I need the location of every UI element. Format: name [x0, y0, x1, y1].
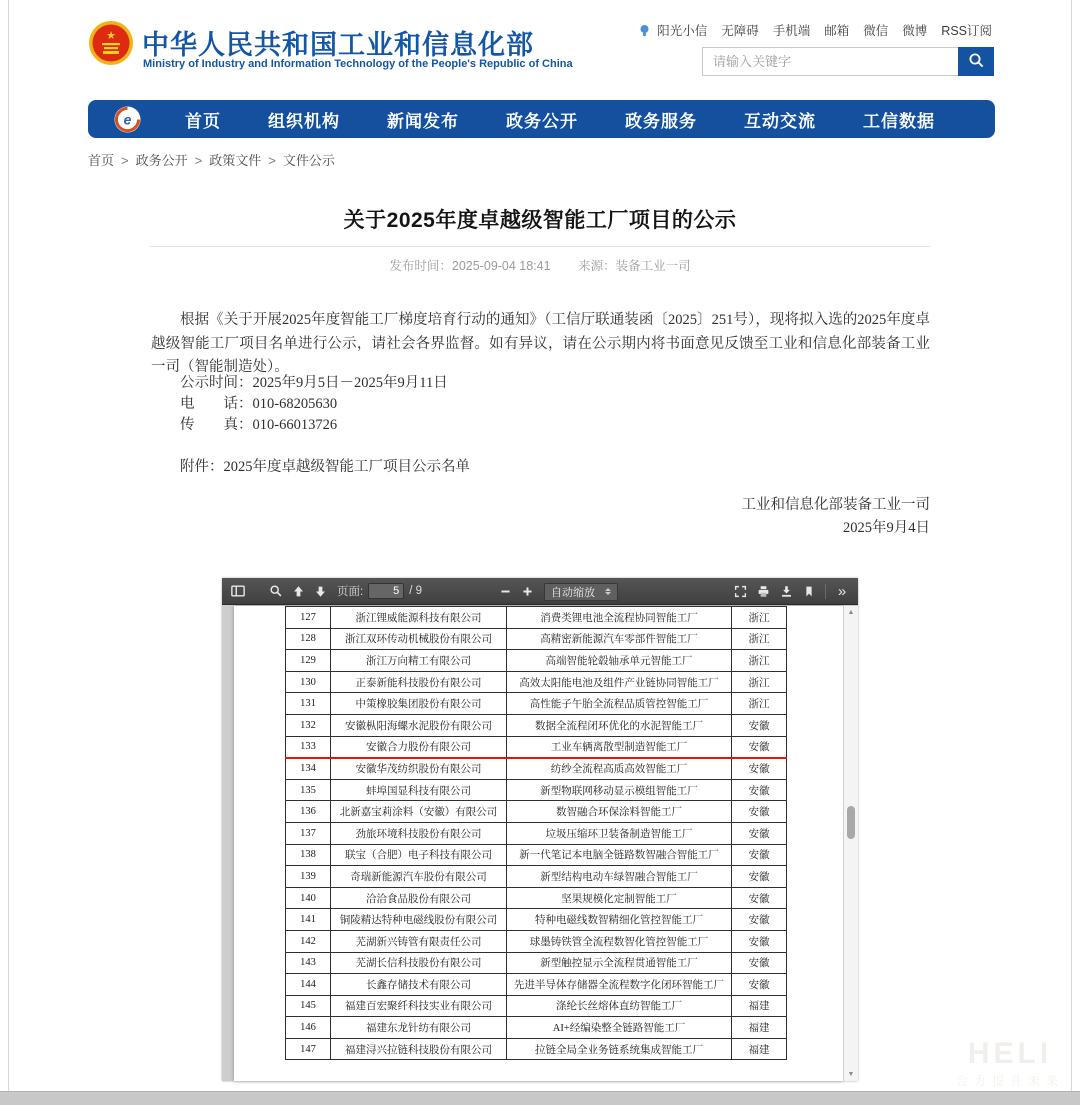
cell-province: 安徽	[732, 758, 787, 780]
zoom-mode-value: 自动缩放	[551, 586, 595, 599]
nav-item[interactable]: 政务服务	[625, 111, 697, 131]
cell-province: 安徽	[732, 887, 787, 909]
cell-project: 数智融合环保涂料智能工厂	[507, 801, 732, 823]
header-quick-link[interactable]: 手机端	[772, 24, 811, 38]
article-source: 来源：装备工业一司	[578, 259, 691, 273]
cell-company: 长鑫存储技术有限公司	[331, 974, 507, 996]
cell-company: 联宝（合肥）电子科技有限公司	[331, 844, 507, 866]
cell-project: 纺纱全流程高质高效智能工厂	[507, 758, 732, 780]
search-icon	[269, 584, 283, 598]
cell-project: 拉链全局全业务链系统集成智能工厂	[507, 1038, 732, 1060]
cell-company: 劲旅环境科技股份有限公司	[331, 822, 507, 844]
cell-index: 137	[286, 822, 331, 844]
cell-province: 安徽	[732, 779, 787, 801]
attachment-line: 附件：2025年度卓越级智能工厂项目公示名单	[180, 459, 470, 475]
next-page-button[interactable]	[309, 581, 331, 602]
page-label: 页面:	[337, 586, 364, 598]
table-row	[286, 866, 787, 888]
cell-company: 芜湖长信科技股份有限公司	[331, 952, 507, 974]
table-row	[286, 844, 787, 866]
zoom-in-icon	[521, 585, 534, 598]
info-line: 电 话：010-68205630	[180, 395, 338, 412]
pdf-viewer-body	[222, 606, 858, 1081]
cell-company: 浙江锂威能源科技有限公司	[331, 607, 507, 629]
cell-index: 146	[286, 1017, 331, 1039]
table-row	[286, 887, 787, 909]
cell-index: 143	[286, 952, 331, 974]
cell-index: 141	[286, 909, 331, 931]
pdf-page	[234, 606, 843, 1081]
cell-project: AI+经编染整全链路智能工厂	[507, 1017, 732, 1039]
signature-department: 工业和信息化部装备工业一司	[741, 497, 930, 513]
cell-province: 福建	[732, 995, 787, 1017]
cell-company: 安徽华茂纺织股份有限公司	[331, 758, 507, 780]
find-button[interactable]	[265, 581, 287, 602]
cell-index: 144	[286, 974, 331, 996]
header-quick-link[interactable]: 微博	[902, 24, 928, 38]
site-title: 中华人民共和国工业和信息化部	[142, 30, 534, 60]
table-row	[286, 671, 787, 693]
cell-index: 131	[286, 693, 331, 715]
info-line: 公示时间：2025年9月5日－2025年9月11日	[180, 375, 448, 391]
cell-index: 142	[286, 930, 331, 952]
cell-province: 安徽	[732, 909, 787, 931]
cell-index: 134	[286, 758, 331, 780]
cell-province: 浙江	[732, 628, 787, 650]
sidebar-toggle-icon	[231, 584, 245, 598]
cell-company: 福建浔兴拉链科技股份有限公司	[331, 1038, 507, 1060]
cell-company: 芜湖新兴铸管有限责任公司	[331, 930, 507, 952]
cell-index: 128	[286, 628, 331, 650]
cell-company: 浙江万向精工有限公司	[331, 650, 507, 672]
zoom-in-button[interactable]	[516, 581, 538, 602]
cell-index: 127	[286, 607, 331, 629]
table-row	[286, 693, 787, 715]
toolbar-more-button[interactable]	[831, 581, 853, 602]
cell-project: 球墨铸铁管全流程数智化管控智能工厂	[507, 930, 732, 952]
svg-text:e: e	[123, 111, 132, 127]
cell-province: 浙江	[732, 693, 787, 715]
cell-company: 中策橡胶集团股份有限公司	[331, 693, 507, 715]
cell-project: 坚果规模化定制智能工厂	[507, 887, 732, 909]
table-row	[286, 628, 787, 650]
search-input[interactable]	[702, 47, 958, 76]
zoom-mode-select[interactable]	[544, 583, 618, 601]
breadcrumb-link[interactable]: 政务公开	[135, 153, 188, 168]
previous-page-button[interactable]	[287, 581, 309, 602]
cell-project: 消费类锂电池全流程协同智能工厂	[507, 607, 732, 629]
page-up-icon	[292, 585, 305, 598]
article-title: 关于2025年度卓越级智能工厂项目的公示	[343, 209, 737, 232]
table-row	[286, 779, 787, 801]
cell-project: 先进半导体存储器全流程数字化闭环智能工厂	[507, 974, 732, 996]
cell-province: 安徽	[732, 736, 787, 758]
breadcrumb-link[interactable]: 文件公示	[282, 153, 335, 168]
cell-project: 新型结构电动车绿智融合智能工厂	[507, 866, 732, 888]
presentation-mode-icon	[734, 585, 747, 598]
cell-province: 安徽	[732, 952, 787, 974]
table-row	[286, 952, 787, 974]
site-search	[702, 47, 994, 76]
main-nav	[88, 100, 995, 138]
national-emblem-logo	[88, 20, 134, 66]
page-left-edge	[8, 0, 9, 1091]
cell-index: 147	[286, 1038, 331, 1060]
info-line: 传 真：010-66013726	[180, 416, 338, 433]
nav-item[interactable]: 互动交流	[744, 111, 816, 131]
article-info-lines	[151, 373, 930, 435]
print-button[interactable]	[752, 581, 774, 602]
cell-project: 高端智能轮毂轴承单元智能工厂	[507, 650, 732, 672]
cell-company: 铜陵精达特种电磁线股份有限公司	[331, 909, 507, 931]
cell-project: 高效太阳能电池及组件产业链协同智能工厂	[507, 671, 732, 693]
cell-index: 145	[286, 995, 331, 1017]
bottom-edge-band	[0, 1091, 1080, 1105]
cell-province: 安徽	[732, 822, 787, 844]
cell-index: 135	[286, 779, 331, 801]
download-button[interactable]	[775, 581, 797, 602]
table-row	[286, 1038, 787, 1060]
header-quick-link[interactable]: 无障碍	[721, 24, 759, 38]
zoom-out-icon	[499, 585, 512, 598]
cell-company: 福建东龙针纺有限公司	[331, 1017, 507, 1039]
cell-index: 133	[286, 736, 331, 758]
breadcrumb-link[interactable]: 首页	[88, 153, 115, 168]
cell-company: 奇瑞新能源汽车股份有限公司	[331, 866, 507, 888]
breadcrumb	[88, 150, 335, 169]
scroll-down-icon[interactable]: ▼	[847, 1071, 855, 1078]
table-row	[286, 974, 787, 996]
breadcrumb-separator: >	[194, 153, 203, 168]
svg-text:★: ★	[106, 30, 116, 42]
download-icon	[780, 585, 793, 598]
page-total: / 9	[409, 585, 422, 597]
nav-item[interactable]: 组织机构	[268, 111, 340, 131]
cell-company: 正泰新能科技股份有限公司	[331, 671, 507, 693]
pdf-scrollbar[interactable]	[843, 606, 858, 1081]
nav-item[interactable]: 政务公开	[506, 111, 578, 131]
header-quick-link[interactable]: 邮箱	[824, 24, 850, 38]
cell-province: 浙江	[732, 650, 787, 672]
site-subtitle: Ministry of Industry and Information Technology of the People's Republic of China	[143, 58, 573, 70]
table-row	[286, 801, 787, 823]
cell-province: 福建	[732, 1038, 787, 1060]
cell-province: 浙江	[732, 671, 787, 693]
cell-project: 新一代笔记本电脑全链路数智融合智能工厂	[507, 844, 732, 866]
cell-index: 139	[286, 866, 331, 888]
quick-links	[638, 21, 992, 39]
title-divider	[150, 246, 930, 247]
cell-index: 138	[286, 844, 331, 866]
toggle-sidebar-button[interactable]	[227, 581, 249, 602]
nav-item[interactable]: 新闻发布	[387, 111, 459, 131]
table-row	[286, 822, 787, 844]
table-row	[286, 714, 787, 736]
cell-project: 工业车辆离散型制造智能工厂	[507, 736, 732, 758]
page-down-icon	[314, 585, 327, 598]
cell-company: 蚌埠国显科技有限公司	[331, 779, 507, 801]
cell-index: 136	[286, 801, 331, 823]
cell-province: 福建	[732, 1017, 787, 1039]
page-right-edge	[1071, 0, 1072, 1091]
table-row	[286, 995, 787, 1017]
cell-province: 安徽	[732, 930, 787, 952]
cell-index: 140	[286, 887, 331, 909]
bookmark-icon	[803, 585, 815, 598]
cell-project: 涤纶长丝熔体直纺智能工厂	[507, 995, 732, 1017]
article-paragraph: 根据《关于开展2025年度智能工厂梯度培育行动的通知》（工信厅联通装函〔2025〕251号），现将拟入选的2025年度卓越级智能工厂项目名单进行公示，请社会各界监督。如有异议，请在公示期内将书面意见反馈至工业和信息化部装备工业一司（智能制造处）。	[151, 312, 930, 375]
cell-project: 数据全流程闭环优化的水泥智能工厂	[507, 714, 732, 736]
cell-province: 安徽	[732, 866, 787, 888]
cell-province: 安徽	[732, 714, 787, 736]
bookmark-button[interactable]	[798, 581, 820, 602]
nav-item[interactable]: 工信数据	[863, 111, 935, 131]
factory-list-table	[285, 606, 787, 1060]
table-row	[286, 909, 787, 931]
header-quick-link[interactable]: 阳光小信	[657, 24, 708, 38]
cell-province: 安徽	[732, 801, 787, 823]
cell-project: 垃圾压缩环卫装备制造智能工厂	[507, 822, 732, 844]
table-row	[286, 736, 787, 758]
publish-time: 发布时间：2025-09-04 18:41	[389, 259, 551, 273]
presentation-mode-button[interactable]	[729, 581, 751, 602]
chevron-updown-icon	[605, 588, 611, 595]
search-icon	[968, 52, 985, 72]
toolbar-divider	[825, 584, 826, 599]
cell-index: 129	[286, 650, 331, 672]
signature-block	[151, 494, 930, 539]
cell-project: 特种电磁线数智精细化管控智能工厂	[507, 909, 732, 931]
cell-project: 高精密新能源汽车零部件智能工厂	[507, 628, 732, 650]
watermark-slogan: 合力提升未来	[955, 1074, 1064, 1088]
heli-watermark	[956, 1037, 1064, 1089]
cell-company: 安徽枞阳海螺水泥股份有限公司	[331, 714, 507, 736]
table-row	[286, 758, 787, 780]
table-row	[286, 930, 787, 952]
cell-project: 新型触控显示全流程贯通智能工厂	[507, 952, 732, 974]
pdf-toolbar	[222, 578, 858, 605]
header-quick-link[interactable]: RSS订阅	[941, 24, 992, 38]
watermark-title: HELI	[967, 1037, 1053, 1070]
header-quick-link[interactable]: 微信	[863, 24, 889, 38]
table-row	[286, 1017, 787, 1039]
print-icon	[757, 585, 770, 598]
table-row	[286, 650, 787, 672]
cell-province: 安徽	[732, 844, 787, 866]
scroll-up-icon[interactable]: ▲	[847, 609, 855, 616]
sunshine-lamp-icon	[638, 24, 651, 37]
breadcrumb-separator: >	[121, 153, 129, 168]
search-button[interactable]	[958, 47, 994, 76]
cell-company: 浙江双环传动机械股份有限公司	[331, 628, 507, 650]
cell-company: 北新嘉宝莉涂料（安徽）有限公司	[331, 801, 507, 823]
cell-project: 高性能子午胎全流程品质管控智能工厂	[507, 693, 732, 715]
table-row	[286, 607, 787, 629]
cell-project: 新型物联网移动显示模组智能工厂	[507, 779, 732, 801]
zoom-out-button[interactable]	[494, 581, 516, 602]
breadcrumb-separator: >	[268, 153, 276, 168]
cell-company: 安徽合力股份有限公司	[331, 736, 507, 758]
nav-item[interactable]: 首页	[185, 111, 221, 131]
scrollbar-thumb[interactable]	[847, 806, 855, 839]
miit-swirl-icon	[114, 106, 141, 133]
cell-index: 130	[286, 671, 331, 693]
page-number-input[interactable]	[368, 583, 404, 599]
cell-province: 安徽	[732, 974, 787, 996]
breadcrumb-link[interactable]: 政策文件	[209, 153, 262, 168]
chevron-double-right-icon: »	[837, 583, 847, 600]
cell-company: 福建百宏聚纤科技实业有限公司	[331, 995, 507, 1017]
cell-index: 132	[286, 714, 331, 736]
cell-province: 浙江	[732, 607, 787, 629]
cell-company: 洽洽食品股份有限公司	[331, 887, 507, 909]
pdf-viewer	[222, 578, 858, 1081]
article-meta	[0, 256, 1080, 274]
signature-date: 2025年9月4日	[843, 519, 930, 536]
